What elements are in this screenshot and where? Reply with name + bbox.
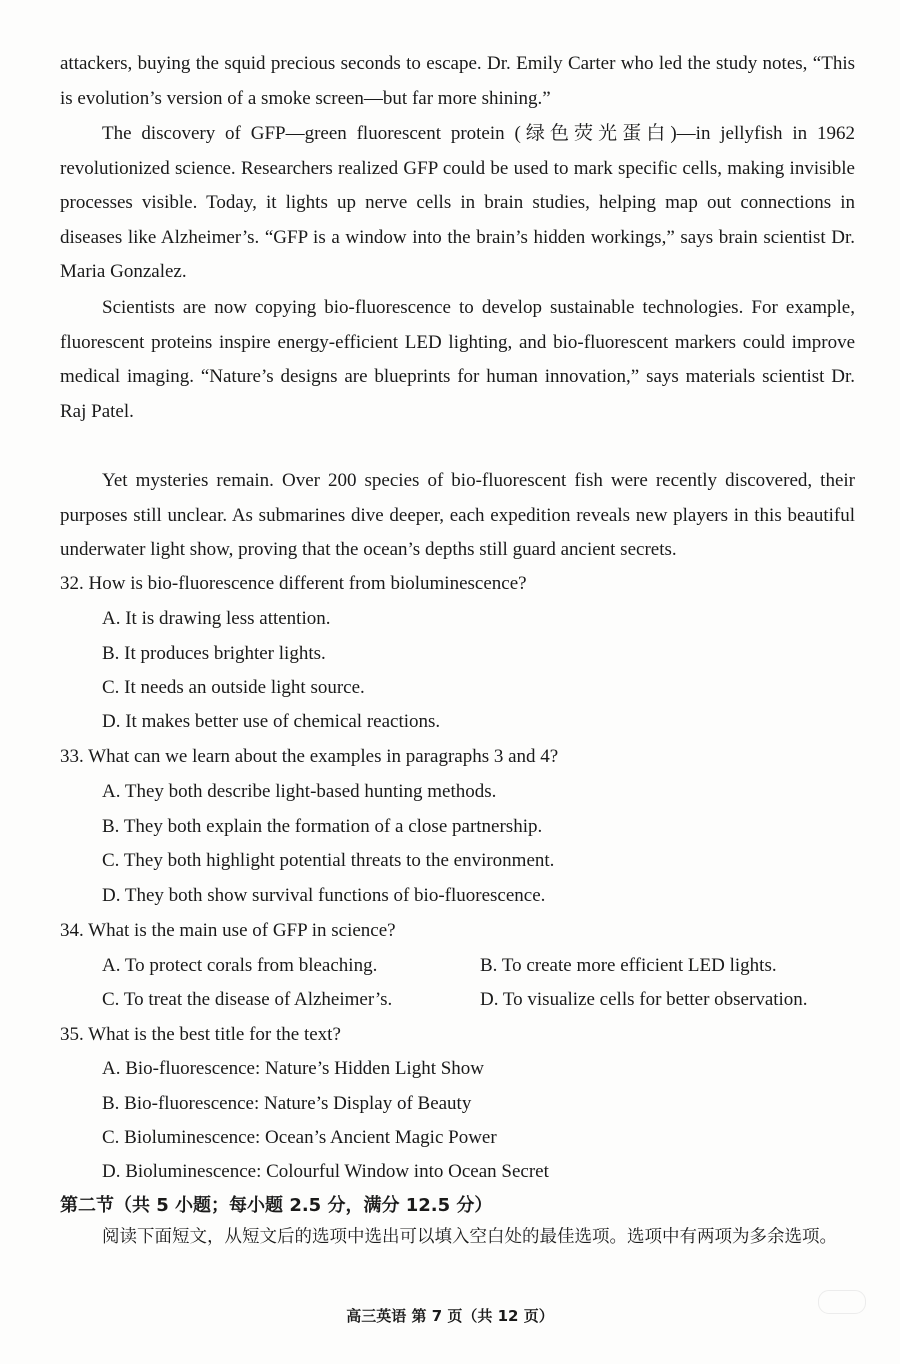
question-32-option-d: D. It makes better use of chemical reactions. bbox=[102, 711, 441, 732]
question-33-option-c: C. They both highlight potential threats to the environment. bbox=[102, 850, 555, 871]
question-34-stem: 34. What is the main use of GFP in science? bbox=[60, 920, 396, 941]
passage-paragraph-3: Scientists are now copying bio-fluorescence to develop sustainable technologies. For example, fluorescent proteins inspire energy-efficient LED lighting, and bio-fluorescent markers could improve medical imaging. “Nature’s designs are blueprints for human innovation,” says materials scientist Dr. Raj Patel. bbox=[60, 297, 855, 422]
question-35-option-b: B. Bio-fluorescence: Nature’s Display of Beauty bbox=[102, 1093, 472, 1114]
question-34-option-b: B. To create more efficient LED lights. bbox=[480, 955, 777, 976]
section-2-instructions: 阅读下面短文，从短文后的选项中选出可以填入空白处的最佳选项。选项中有两项为多余选项。 bbox=[102, 1227, 837, 1247]
question-35-stem: 35. What is the best title for the text? bbox=[60, 1024, 341, 1045]
question-35-option-a: A. Bio-fluorescence: Nature’s Hidden Light Show bbox=[102, 1058, 485, 1079]
question-35-option-d: D. Bioluminescence: Colourful Window into Ocean Secret bbox=[102, 1161, 549, 1182]
question-33-option-a: A. They both describe light-based hunting methods. bbox=[102, 781, 497, 802]
question-34-option-a: A. To protect corals from bleaching. bbox=[102, 955, 378, 976]
question-32-option-a: A. It is drawing less attention. bbox=[102, 608, 331, 629]
passage-paragraph-2: The discovery of GFP—green fluorescent protein (绿色荧光蛋白)—in jellyfish in 1962 revolutionized science. Researchers realized GFP could be used to mark specific cells, making invisible processes visible. Today, it lights up nerve cells in brain studies, helping map out connections in diseases like Alzheimer’s. “GFP is a window into the brain’s hidden workings,” says brain scientist Dr. Maria Gonzalez. bbox=[60, 123, 855, 283]
question-33-option-d: D. They both show survival functions of bio-fluorescence. bbox=[102, 885, 546, 906]
question-34-option-c: C. To treat the disease of Alzheimer’s. bbox=[102, 989, 393, 1010]
question-33-stem: 33. What can we learn about the examples in paragraphs 3 and 4? bbox=[60, 746, 559, 767]
page-footer: 高三英语 第 7 页（共 12 页） bbox=[346, 1307, 554, 1325]
question-32-option-b: B. It produces brighter lights. bbox=[102, 643, 326, 664]
section-2-heading: 第二节（共 5 小题；每小题 2.5 分，满分 12.5 分） bbox=[60, 1195, 493, 1216]
question-33-option-b: B. They both explain the formation of a close partnership. bbox=[102, 816, 543, 837]
question-32-stem: 32. How is bio-fluorescence different from bioluminescence? bbox=[60, 573, 527, 594]
question-35-option-c: C. Bioluminescence: Ocean’s Ancient Magic Power bbox=[102, 1127, 497, 1148]
watermark-badge bbox=[818, 1290, 866, 1314]
passage-paragraph-4: Yet mysteries remain. Over 200 species of bio-fluorescent fish were recently discovered, their purposes still unclear. As submarines dive deeper, each expedition reveals new players in this beautiful underwater light show, proving that the ocean’s depths still guard ancient secrets. bbox=[60, 470, 855, 561]
passage-paragraph-1: attackers, buying the squid precious seconds to escape. Dr. Emily Carter who led the study notes, “This is evolution’s version of a smoke screen—but far more shining.” bbox=[60, 53, 855, 109]
question-32-option-c: C. It needs an outside light source. bbox=[102, 677, 365, 698]
question-34-option-d: D. To visualize cells for better observation. bbox=[480, 989, 808, 1010]
